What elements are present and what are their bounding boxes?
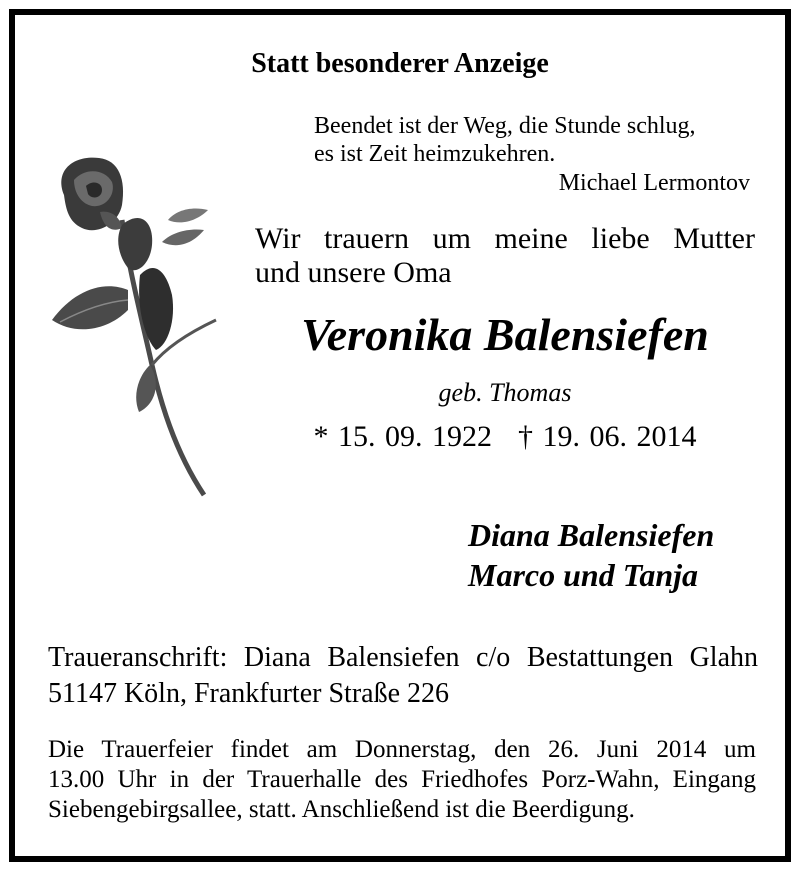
- address-line-2: 51147 Köln, Frankfurter Straße 226: [48, 678, 449, 709]
- ceremony-line-1: Die Trauerfeier findet am Donnerstag, den 26. Juni 2014 um: [48, 736, 756, 763]
- family-signature: [468, 515, 714, 595]
- mourning-line-1: Wir trauern um meine liebe Mutter: [255, 222, 755, 255]
- birth-name: geb. Thomas: [438, 378, 572, 407]
- quote: [314, 112, 696, 168]
- address-line-1: Traueranschrift: Diana Balensiefen c/o Bestattungen Glahn: [48, 642, 758, 673]
- quote-line-2: es ist Zeit heimzukehren.: [314, 141, 556, 167]
- ceremony-line-2: 13.00 Uhr in der Trauerhalle des Friedhofes Porz-Wahn, Eingang: [48, 766, 756, 793]
- mourning-address: [48, 640, 758, 712]
- notice-heading: Statt besonderer Anzeige: [251, 48, 549, 79]
- ceremony-info: [48, 735, 756, 825]
- rose-icon: [44, 150, 224, 502]
- family-line-1: Diana Balensiefen: [468, 517, 715, 553]
- quote-line-1: Beendet ist der Weg, die Stunde schlug,: [314, 113, 696, 139]
- ceremony-line-3: Siebengebirgsallee, statt. Anschließend ist die Beerdigung.: [48, 796, 635, 823]
- quote-author: Michael Lermontov: [558, 170, 750, 196]
- mourning-line-2: und unsere Oma: [255, 256, 452, 289]
- mourning-text: [255, 222, 755, 290]
- death-date: † 19. 06. 2014: [518, 420, 697, 453]
- birth-date: * 15. 09. 1922: [313, 420, 492, 453]
- life-dates: [255, 420, 755, 454]
- deceased-name: Veronika Balensiefen: [301, 309, 709, 360]
- family-line-2: Marco und Tanja: [468, 557, 698, 593]
